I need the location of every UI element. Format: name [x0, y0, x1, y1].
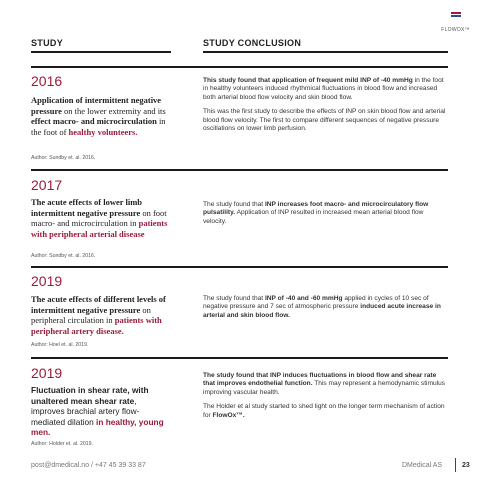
study-title [31, 385, 171, 438]
bold-text: This study found that application of frequent mild INP of -40 mmHg [203, 77, 413, 84]
footer-contact: post@dmedical.no / +47 45 39 33 87 [31, 462, 146, 469]
body-text: applied in cycles of 10 sec of negative pressure and 7 sec of atmospheric pressure [203, 295, 429, 311]
study-conclusion [203, 201, 448, 232]
study-conclusion [203, 77, 448, 139]
study-title [31, 95, 171, 137]
highlighted-text: in healthy, young men. [31, 416, 164, 437]
body-text: Application of INP resulted in increased mean arterial blood flow velocity. [203, 209, 424, 225]
study-divider [31, 266, 448, 268]
study-author: Author: Sundby et. al. 2016. [31, 253, 96, 259]
logo-wordmark: FLOWOX™ [441, 27, 470, 33]
body-text: This was the first study to describe the effects of INP on skin blood flow and arterial blood flow velocity. The first to compare different sequences of negative pressure oscillations on lower limb perfusion. [203, 108, 446, 133]
footer-separator [455, 458, 456, 472]
conclusion-paragraph [203, 201, 448, 226]
body-text: in the foot of [31, 116, 166, 137]
body-text: , improves brachial artery flow-mediated dilation [31, 395, 140, 427]
conclusion-paragraph [203, 403, 448, 420]
bold-text: induced acute increase in arterial and skin blood flow. [203, 303, 441, 319]
bold-text: The acute effects of different levels of intermittent negative pressure [31, 294, 166, 315]
bold-text: FlowOx™. [212, 411, 245, 419]
bold-text: Fluctuation in shear rate, with unaltered mean shear rate [31, 385, 149, 406]
body-text: in the foot in healthy volunteers induced rhythmical fluctuations in blood flow and increased both arterial blood flow velocity and skin blood flow. [203, 77, 444, 101]
study-year: 2016 [31, 73, 63, 89]
conclusion-paragraph [203, 372, 448, 397]
study-column-header: STUDY [31, 38, 64, 48]
bold-text: effect macro- and microcirculation [31, 116, 157, 126]
bold-text: INP of -40 and -60 mmHg [264, 295, 343, 302]
study-header-rule [31, 51, 171, 53]
page-number: 23 [462, 462, 470, 469]
bold-text: Application of intermittent negative pressure [31, 95, 162, 116]
conclusion-paragraph [203, 77, 448, 102]
highlighted-text: patients with peripheral artery disease. [31, 315, 162, 336]
logo-mark-icon [451, 12, 461, 17]
body-text: on peripheral circulation in [31, 304, 151, 325]
study-title [31, 294, 171, 336]
study-divider [31, 66, 448, 68]
body-text: The study found that [203, 295, 265, 302]
footer-brand: DMedical AS [402, 462, 443, 469]
flowox-logo [441, 12, 470, 36]
study-year: 2019 [31, 365, 63, 381]
study-divider [31, 169, 448, 171]
study-author: Author: Holder et. al. 2019. [31, 441, 93, 447]
bold-text: INP increases foot macro- and microcirculatory flow pulsatility. [203, 201, 429, 217]
conclusion-column-header: STUDY CONCLUSION [203, 38, 302, 48]
study-title [31, 197, 171, 239]
study-year: 2019 [31, 273, 63, 289]
bold-text: The acute effects of lower limb intermittent negative pressure [31, 197, 143, 218]
highlighted-text: healthy volunteers. [68, 126, 138, 137]
study-author: Author: Hoel et. al. 2019. [31, 342, 89, 348]
study-conclusion [203, 372, 448, 426]
study-year: 2017 [31, 177, 63, 193]
study-conclusion [203, 295, 448, 326]
body-text: The Holder et al study started to shed light on the longer term mechanism of action for [203, 403, 445, 419]
highlighted-text: patients with peripheral arterial disease [31, 218, 168, 239]
body-text: The study found that [203, 201, 265, 208]
conclusion-paragraph [203, 108, 448, 133]
conclusion-paragraph [203, 295, 448, 320]
study-author: Author: Sundby et. al. 2016. [31, 155, 96, 161]
body-text: This may represent a hemodynamic stimulus improving vascular health. [203, 380, 446, 396]
body-text: on the lower extremity and its [61, 105, 166, 116]
body-text: on foot macro- and microcirculation in [31, 207, 167, 228]
study-divider [31, 357, 448, 359]
bold-text: The study found that INP induces fluctuations in blood flow and shear rate that improves endothelial function. [203, 372, 437, 388]
conclusion-header-rule [203, 51, 448, 53]
